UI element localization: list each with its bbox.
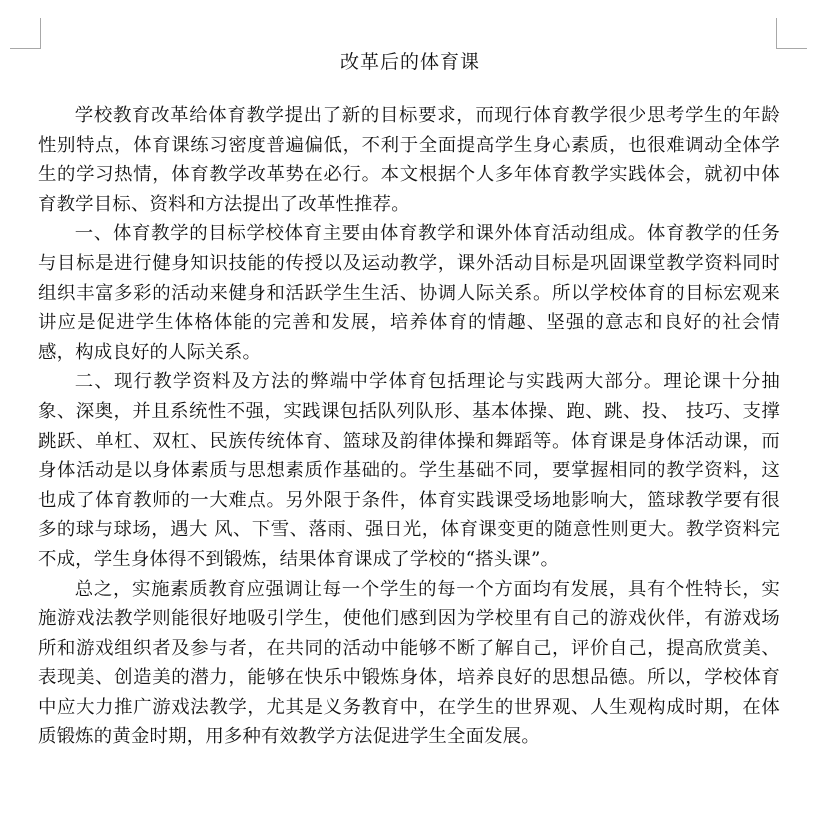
document-title: 改革后的体育课	[339, 51, 480, 73]
margin-corner-mark-top-left	[10, 18, 41, 49]
paragraph-intro: 学校教育改革给体育教学提出了新的目标要求，而现行体育教学很少思考学生的年龄性别特点，体育课练习密度普遍偏低，不利于全面提高学生身心素质，也很难调动全体学生的学习热情，体育教学改革势在必行。本文根据个人多年体育教学实践体会，就初中体育教学目标、资料和方法提出了改革性推荐。	[38, 105, 780, 215]
document-body	[38, 101, 780, 752]
paragraph-current-drawbacks: 二、现行教学资料及方法的弊端中学体育包括理论与实践两大部分。理论课十分抽象、深奥，并且系统性不强，实践课包括队列队形、基本体操、跑、跳、投、 技巧、支撑跳跃、单杠、双杠、民族传统体育、篮球及韵律体操和舞蹈等。体育课是身体活动课，而身体活动是以身体素质与思想素质作基础的。学生基础不同，要掌握相同的教学资料，这也成了体育教师的一大难点。另外限于条件，体育实践课受场地影响大，篮球教学要有很多的球与球场，遇大 风、下雪、落雨、强日光，体育课变更的随意性则更大。教学资料完不成，学生身体得不到锻炼，结果体育课成了学校的“搭头课”。	[38, 371, 780, 570]
paragraph-conclusion: 总之，实施素质教育应强调让每一个学生的每一个方面均有发展，具有个性特长，实施游戏法教学则能很好地吸引学生，使他们感到因为学校里有自己的游戏伙伴，有游戏场所和游戏组织者及参与者，在共同的活动中能够不断了解自己，评价自己，提高欣赏美、表现美、创造美的潜力，能够在快乐中锻炼身体，培养良好的思想品德。所以，学校体育中应大力推广游戏法教学，尤其是义务教育中，在学生的世界观、人生观构成时期，在体质锻炼的黄金时期，用多种有效教学方法促进学生全面发展。	[38, 578, 780, 748]
paragraph-teaching-goals: 一、体育教学的目标学校体育主要由体育教学和课外体育活动组成。体育教学的任务与目标是进行健身知识技能的传授以及运动教学，课外活动目标是巩固课堂教学资料同时组织丰富多彩的活动来健身和活跃学生生活、协调人际关系。所以学校体育的目标宏观来讲应是促进学生体格体能的完善和发展，培养体育的情趣、坚强的意志和良好的社会情感，构成良好的人际关系。	[38, 223, 780, 363]
margin-corner-mark-top-right	[776, 18, 807, 49]
